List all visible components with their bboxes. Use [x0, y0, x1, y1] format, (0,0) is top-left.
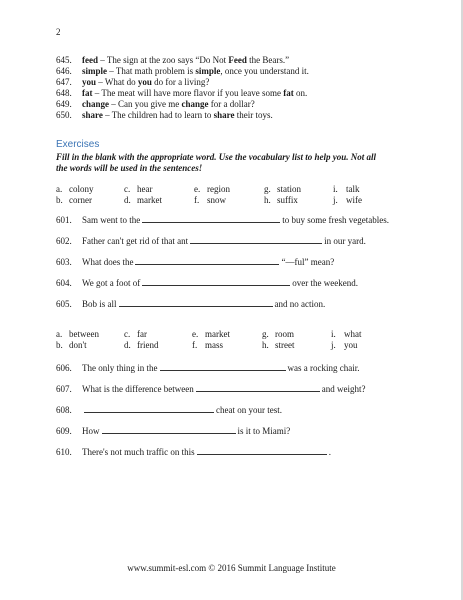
exercises-heading: Exercises	[56, 139, 100, 150]
option-letter: f.	[192, 340, 198, 350]
vocab-word: feed	[82, 55, 98, 65]
question-607	[56, 382, 366, 395]
option-word: street	[275, 340, 295, 350]
vocab-example: The meat will have more flavor if you leave some	[101, 88, 284, 98]
vocab-word: change	[82, 99, 109, 109]
option-word: market	[137, 195, 162, 205]
option-letter: a.	[56, 184, 63, 194]
word-option	[192, 340, 223, 351]
question-text-start: Bob is all	[82, 299, 117, 309]
option-word: market	[205, 329, 230, 339]
vocab-number: 648.	[56, 88, 72, 98]
question-610	[56, 445, 331, 458]
vocab-item	[56, 88, 307, 99]
option-word: what	[344, 329, 362, 339]
option-word: hear	[137, 184, 153, 194]
answer-blank[interactable]	[160, 361, 286, 371]
question-text-start: We got a foot of	[82, 278, 141, 288]
option-letter: h.	[262, 340, 269, 350]
question-text-end: cheat on your test.	[216, 405, 282, 415]
question-606	[56, 361, 359, 374]
option-letter: e.	[194, 184, 201, 194]
word-option	[56, 340, 87, 351]
word-option	[124, 184, 153, 195]
question-text-start: Father can't get rid of that ant	[82, 236, 189, 246]
vocab-example: Can you give me	[118, 99, 182, 109]
vocab-example-end: on.	[293, 88, 308, 98]
vocab-example-end: their toys.	[234, 110, 273, 120]
vocab-word: simple	[82, 66, 108, 76]
answer-blank[interactable]	[190, 234, 322, 244]
vocab-word: fat	[82, 88, 93, 98]
word-option	[194, 195, 226, 206]
question-number: 610.	[56, 447, 72, 457]
word-option	[124, 329, 147, 340]
question-text-start: What is the difference between	[82, 384, 194, 394]
option-letter: d.	[124, 340, 131, 350]
answer-blank[interactable]	[135, 255, 279, 265]
instructions-line-1: Fill in the blank with the appropriate word. Use the vocabulary list to help you. Not all	[56, 152, 377, 162]
word-option	[56, 184, 94, 195]
question-text-end: is it to Miami?	[237, 426, 291, 436]
option-word: you	[344, 340, 358, 350]
vocab-item	[56, 66, 309, 77]
page-number: 2	[56, 27, 61, 37]
vocab-word: you	[82, 77, 97, 87]
word-option	[194, 184, 230, 195]
answer-blank[interactable]	[142, 213, 280, 223]
question-text-end: .	[328, 447, 331, 457]
option-letter: g.	[264, 184, 271, 194]
word-option	[333, 184, 360, 195]
option-letter: j.	[331, 340, 336, 350]
option-word: don't	[69, 340, 87, 350]
option-word: friend	[137, 340, 159, 350]
question-601	[56, 213, 389, 226]
answer-blank[interactable]	[84, 403, 214, 413]
option-word: region	[207, 184, 230, 194]
question-text-start: How	[82, 426, 100, 436]
question-number: 602.	[56, 236, 72, 246]
option-word: talk	[346, 184, 360, 194]
question-608	[56, 403, 282, 416]
instructions-line-2: the words will be used in the sentences!	[56, 163, 203, 173]
option-letter: d.	[124, 195, 131, 205]
vocab-number: 649.	[56, 99, 72, 109]
vocab-number: 645.	[56, 55, 72, 65]
vocab-example: That math problem is	[115, 66, 196, 76]
question-text-end: and no action.	[274, 299, 326, 309]
question-text-end: was a rocking chair.	[287, 363, 360, 373]
option-letter: b.	[56, 195, 63, 205]
vocab-example-end: the Bears.”	[246, 55, 290, 65]
vocab-example-bold: change	[181, 99, 209, 109]
vocab-example-bold: you	[137, 77, 152, 87]
option-letter: b.	[56, 340, 63, 350]
word-option	[56, 195, 92, 206]
option-word: station	[277, 184, 301, 194]
vocab-separator: –	[96, 77, 105, 87]
word-option	[192, 329, 230, 340]
option-letter: a.	[56, 329, 63, 339]
vocab-number: 650.	[56, 110, 72, 120]
question-number: 607.	[56, 384, 72, 394]
question-603	[56, 255, 334, 268]
question-number: 604.	[56, 278, 72, 288]
question-text-end: in our yard.	[324, 236, 366, 246]
vocab-example-end: , once you understand it.	[220, 66, 309, 76]
question-text-start: Sam went to the	[82, 215, 141, 225]
vocab-separator: –	[92, 88, 102, 98]
question-number: 609.	[56, 426, 72, 436]
vocab-example-bold: Feed	[228, 55, 247, 65]
option-letter: h.	[264, 195, 271, 205]
vocab-example: The sign at the zoo says “Do Not	[106, 55, 229, 65]
vocab-example-end: for a dollar?	[208, 99, 255, 109]
option-letter: g.	[262, 329, 269, 339]
vocab-separator: –	[109, 99, 118, 109]
question-number: 605.	[56, 299, 72, 309]
question-text-start: The only thing in the	[82, 363, 158, 373]
page-footer: www.summit-esl.com © 2016 Summit Language Institute	[127, 563, 336, 573]
question-text-end: to buy some fresh vegetables.	[282, 215, 389, 225]
question-number: 601.	[56, 215, 72, 225]
option-word: far	[137, 329, 147, 339]
word-option	[331, 340, 358, 351]
word-option	[264, 195, 298, 206]
vocab-example-bold: share	[213, 110, 235, 120]
vocab-word: share	[82, 110, 103, 120]
vocab-item	[56, 77, 209, 88]
question-text-start: There's not much traffic on this	[82, 447, 195, 457]
answer-blank[interactable]	[119, 297, 273, 307]
option-letter: f.	[194, 195, 200, 205]
question-609	[56, 424, 290, 437]
word-option	[331, 329, 362, 340]
vocab-item	[56, 110, 273, 121]
option-word: mass	[205, 340, 223, 350]
answer-blank[interactable]	[102, 424, 236, 434]
option-word: wife	[346, 195, 362, 205]
vocab-example: The children had to learn to	[111, 110, 214, 120]
option-letter: e.	[192, 329, 199, 339]
question-number: 606.	[56, 363, 72, 373]
vocab-number: 647.	[56, 77, 72, 87]
word-option	[124, 340, 159, 351]
option-letter: c.	[124, 184, 131, 194]
answer-blank[interactable]	[142, 276, 290, 286]
option-word: room	[275, 329, 294, 339]
question-number: 603.	[56, 257, 72, 267]
answer-blank[interactable]	[196, 382, 320, 392]
option-letter: i.	[333, 184, 338, 194]
vocab-example-bold: fat	[283, 88, 294, 98]
question-604	[56, 276, 358, 289]
option-word: between	[69, 329, 99, 339]
vocab-number: 646.	[56, 66, 72, 76]
vocab-item	[56, 99, 255, 110]
option-word: snow	[207, 195, 227, 205]
vocab-item	[56, 55, 289, 66]
option-letter: j.	[333, 195, 338, 205]
question-text-end: over the weekend.	[292, 278, 358, 288]
word-option	[262, 340, 295, 351]
question-text-end: and weight?	[321, 384, 366, 394]
word-option	[56, 329, 99, 340]
question-605	[56, 297, 325, 310]
vocab-example-bold: simple	[195, 66, 221, 76]
vocab-separator: –	[107, 66, 116, 76]
question-text-end: “—ful” mean?	[281, 257, 335, 267]
option-word: colony	[69, 184, 94, 194]
vocab-separator: –	[98, 55, 107, 65]
vocab-example: What do	[104, 77, 138, 87]
word-option	[262, 329, 294, 340]
word-option	[264, 184, 301, 195]
option-word: corner	[69, 195, 92, 205]
vocab-separator: –	[102, 110, 112, 120]
question-text-start: What does the	[82, 257, 134, 267]
option-word: suffix	[277, 195, 298, 205]
answer-blank[interactable]	[197, 445, 327, 455]
option-letter: i.	[331, 329, 336, 339]
question-602	[56, 234, 366, 247]
question-number: 608.	[56, 405, 72, 415]
vocab-example-end: do for a living?	[151, 77, 210, 87]
option-letter: c.	[124, 329, 131, 339]
word-option	[124, 195, 162, 206]
word-option	[333, 195, 362, 206]
